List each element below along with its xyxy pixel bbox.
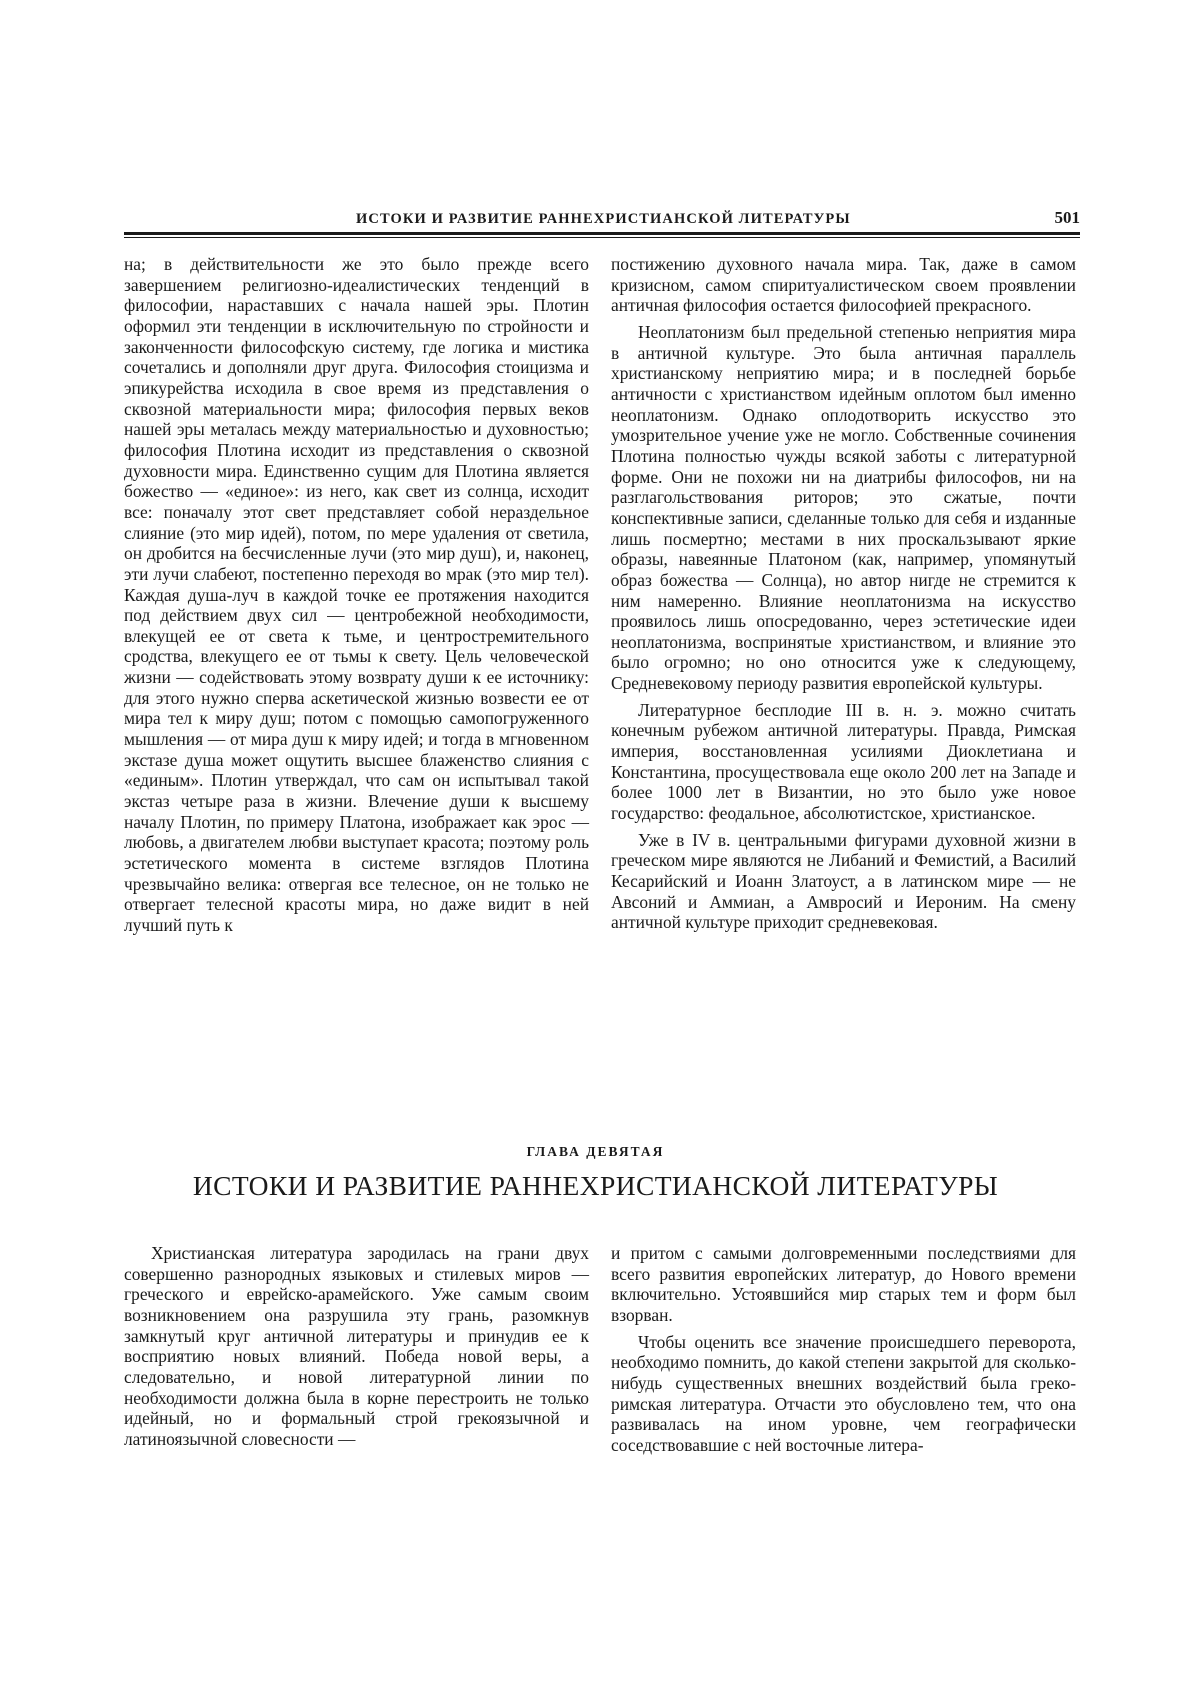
top-left-column [124, 254, 589, 936]
paragraph: постижению духовного начала мира. Так, даже в самом кризисном, самом спиритуалистическом своем проявлении античная философия остается философией прекрасного. [611, 254, 1076, 316]
running-header [124, 208, 1080, 230]
running-title: ИСТОКИ И РАЗВИТИЕ РАННЕХРИСТИАНСКОЙ ЛИТЕРАТУРЫ [356, 211, 851, 227]
bottom-left-column [124, 1243, 589, 1450]
chapter-label: ГЛАВА ДЕВЯТАЯ [526, 1144, 665, 1159]
paragraph: Христианская литература зародилась на грани двух совершенно разнородных языковых и стилевых миров — греческого и еврейско-арамейского. Уже самым своим возникновением она разрушила эту грань, разомкнув замкнутый круг античной литературы и принудив ее к восприятию новых влияний. Победа новой веры, а следовательно, и новой литературной линии по необходимости должна была в корне перестроить не только идейный, но и формальный строй грекоязычной и латиноязычной словесности — [124, 1243, 589, 1449]
paragraph: Чтобы оценить все значение происшедшего переворота, необходимо помнить, до какой степени закрытой для сколько-нибудь существенных внешних воздействий была греко-римская литература. Отчасти это обусловлено тем, что она развивалась на ином уровне, чем географически соседствовавшие с ней восточные литера- [611, 1331, 1076, 1455]
paragraph: и притом с самыми долговременными последствиями для всего развития европейских литератур, до Нового времени включительно. Устоявшийся мир старых тем и форм был взорван. [611, 1243, 1076, 1325]
bottom-right-column [611, 1243, 1076, 1456]
paragraph: Литературное бесплодие III в. н. э. можно считать конечным рубежом античной литературы. Правда, Римская империя, восстановленная усилиями Диоклетиана и Константина, просуществовала еще около 200 лет на Западе и более 1000 лет в Византии, но это было уже новое государство: феодальное, абсолютистское, христианское. [611, 699, 1076, 824]
paragraph: Уже в IV в. центральными фигурами духовной жизни в греческом мире являются не Либаний и Фемистий, а Василий Кесарийский и Иоанн Златоуст, а в латинском мире — не Авсоний и Аммиан, а Амвросий и Иероним. На смену античной культуре приходит средневековая. [611, 829, 1076, 933]
top-right-column [611, 254, 1076, 933]
header-rule-thin [124, 237, 1080, 238]
chapter-title: ИСТОКИ И РАЗВИТИЕ РАННЕХРИСТИАНСКОЙ ЛИТЕРАТУРЫ [192, 1170, 999, 1201]
header-rule [124, 232, 1080, 235]
paragraph: на; в действительности же это было прежде всего завершением религиозно-идеалистических тенденций в философии, нараставших с начала нашей эры. Плотин оформил эти тенденции в исключительную по стройности и законченности философскую систему, где логика и мистика сочетались и дополняли друг друга. Философия стоицизма и эпикурейства исходила в свое время из представления о сквозной материальности мира; философия первых веков нашей эры металась между материальностью и духовностью; философия Плотина исходит из представления о сквозной духовности мира. Единственно сущим для Плотина является божество — «единое»: из него, как свет из солнца, исходит все: поначалу этот свет представляет собой нераздельное слияние (это мир идей), потом, по мере удаления от светила, он дробится на бесчисленные лучи (это мир душ), и, наконец, эти лучи слабеют, постепенно переходя во мрак (это мир тел). Каждая душа-луч в каждой точке ее протяжения находится под действием двух сил — центробежной необходимости, влекущей ее от света к тьме, и центростремительного сродства, влекущего ее от тьмы к свету. Цель человеческой жизни — содействовать этому возврату души к ее источнику: для этого нужно сперва аскетической жизнью возвести ее от мира тел к миру душ; потом с помощью самопогруженного мышления — от мира душ к миру идей; и тогда в мгновенном экстазе душа может ощутить высшее блаженство слияния с «единым». Плотин утверждал, что сам он испытывал такой экстаз четыре раза в жизни. Влечение души к высшему началу Плотин, по примеру Платона, изображает как эрос — любовь, а двигателем любви выступает красота; поэтому роль эстетического момента в системе взглядов Плотина чрезвычайно велика: отвергая все телесное, он не только не отвергает телесной красоты мира, но даже видит в ней лучший путь к [124, 254, 589, 935]
paragraph: Неоплатонизм был предельной степенью неприятия мира в античной культуре. Это была античная параллель христианскому неприятию мира; и в последней борьбе античности с христианством идейным оплотом был именно неоплатонизм. Однако оплодотворить искусство это умозрительное учение уже не могло. Собственные сочинения Плотина полностью чужды всякой заботы с литературной форме. Они не похожи ни на диатрибы философов, ни на разглагольствования риторов; это сжатые, почти конспективные записи, сделанные только для себя и изданные лишь посмертно; местами в них проскальзывают яркие образы, навеянные Платоном (как, например, упомянутый образ божества — Солнца), но автор нигде не стремится к ним намеренно. Влияние неоплатонизма на искусство проявилось лишь опосредованно, через эстетические идеи неоплатонизма, воспринятые христианством, и влияние это было огромно; но оно относится уже к следующему, Средневековому периоду развития европейской культуры. [611, 321, 1076, 694]
page-number: 501 [1054, 208, 1080, 227]
